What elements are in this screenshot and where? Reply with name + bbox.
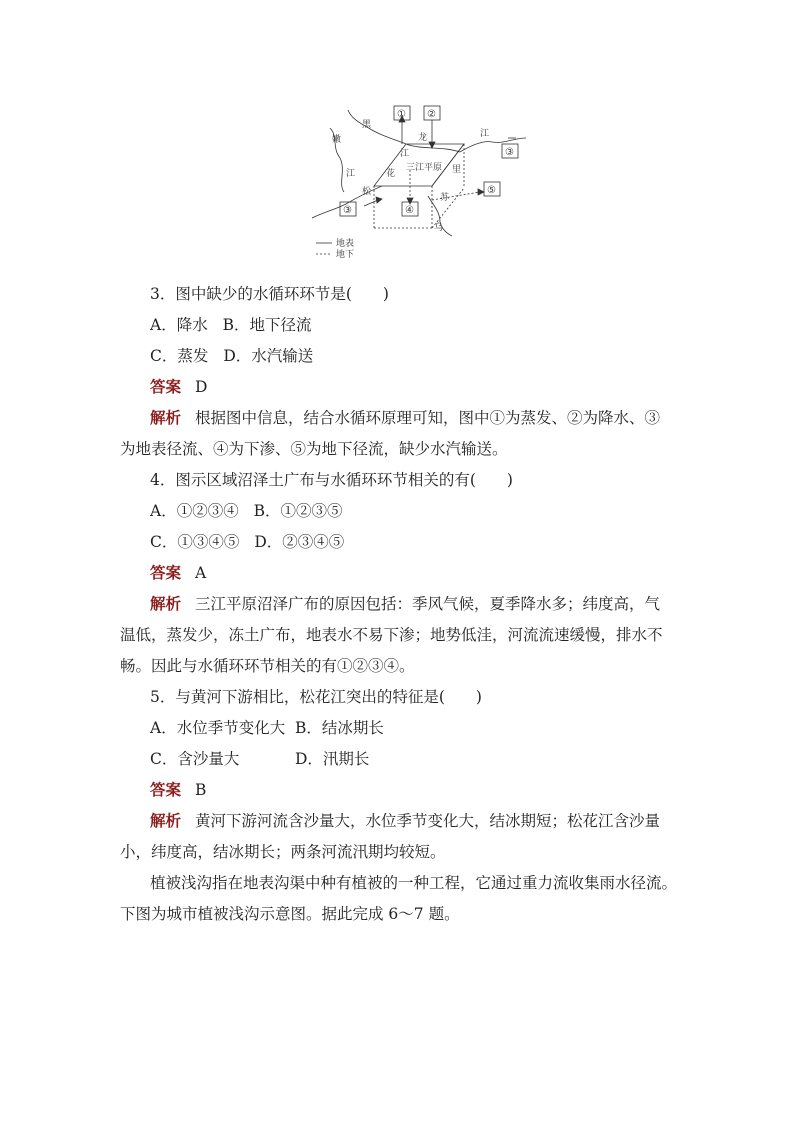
legend-surface: 地表 xyxy=(336,239,355,249)
box-label: ② xyxy=(427,109,436,120)
map-label: 乌 xyxy=(434,223,444,233)
river-line xyxy=(460,138,526,152)
analysis-label: 解析 xyxy=(150,594,182,613)
q5-stem: 5．与黄河下游相比，松花江突出的特征是( ) xyxy=(150,688,482,706)
q5-option-a: A．水位季节变化大 xyxy=(150,719,286,737)
map-label: 松 xyxy=(362,187,372,197)
answer-label: 答案 xyxy=(150,377,182,396)
q3-analysis-line: 为地表径流、④为下渗、⑤为地下径流，缺少水汽输送。 xyxy=(120,440,508,458)
q3-option-a: A．降水 xyxy=(150,316,208,334)
q3-options-cd xyxy=(150,344,313,366)
analysis-text: 三江平原沼泽广布的原因包括：季风气候，夏季降水多；纬度高，气 xyxy=(195,595,661,613)
q3-stem: 3．图中缺少的水循环环节是( ) xyxy=(150,285,389,303)
q5-option-b: B．结冰期长 xyxy=(294,719,384,737)
q4-options-ab xyxy=(150,499,343,521)
q3-option-c: C．蒸发 xyxy=(150,347,209,365)
q4-option-a: A．①②③④ xyxy=(150,502,239,520)
q4-option-d: D．②③④⑤ xyxy=(254,533,345,551)
box-label: ① xyxy=(397,109,406,120)
map-label: 龙 xyxy=(418,133,428,143)
q5-option-d: D．汛期长 xyxy=(294,750,370,768)
q4-answer xyxy=(150,561,206,583)
q4-options-cd xyxy=(150,530,344,552)
analysis-label: 解析 xyxy=(150,408,182,427)
q4-analysis-line: 温低，蒸发少，冻土广布，地表水不易下渗；地势低洼，河流流速缓慢，排水不 xyxy=(120,626,663,644)
intro-paragraph: 下图为城市植被浅沟示意图。据此完成 6～7 题。 xyxy=(120,905,460,923)
answer-value: A xyxy=(195,564,207,582)
answer-label: 答案 xyxy=(150,780,182,799)
map-label: 里 xyxy=(452,165,462,175)
water-cycle-diagram xyxy=(312,100,536,260)
map-label: 三江平原 xyxy=(406,163,443,173)
answer-value: D xyxy=(195,378,208,396)
map-label: 黑 xyxy=(362,120,372,130)
q3-analysis-line xyxy=(150,406,660,428)
q4-option-c: C．①③④⑤ xyxy=(150,533,240,551)
map-label: 苏 xyxy=(440,193,450,203)
q4-analysis-line xyxy=(150,592,660,614)
analysis-text: 黄河下游河流含沙量大，水位季节变化大，结冰期短；松花江含沙量 xyxy=(195,812,661,830)
map-label: 江 xyxy=(400,149,410,159)
analysis-text: 根据图中信息，结合水循环原理可知，图中①为蒸发、②为降水、③ xyxy=(195,409,661,427)
map-label: 花 xyxy=(386,169,396,179)
box-label: ④ xyxy=(405,205,414,216)
analysis-label: 解析 xyxy=(150,811,182,830)
q4-stem: 4．图示区域沼泽土广布与水循环环节相关的有( ) xyxy=(150,471,513,489)
q3-option-b: B．地下径流 xyxy=(222,316,312,334)
legend-underground: 地下 xyxy=(336,250,355,260)
q4-analysis-line: 畅。因此与水循环环节相关的有①②③④。 xyxy=(120,657,415,675)
q3-options-ab xyxy=(150,313,312,335)
q5-answer xyxy=(150,778,206,800)
answer-value: B xyxy=(195,781,207,799)
box-label: ③ xyxy=(343,205,352,216)
q5-analysis-line: 小，纬度高，结冰期长；两条河流汛期均较短。 xyxy=(120,843,446,861)
intro-paragraph: 植被浅沟指在地表沟渠中种有植被的一种工程，它通过重力流收集雨水径流。 xyxy=(150,874,678,892)
q5-analysis-line xyxy=(150,809,660,831)
q5-option-c: C．含沙量大 xyxy=(150,750,240,768)
q3-option-d: D．水汽输送 xyxy=(223,347,314,365)
answer-label: 答案 xyxy=(150,563,182,582)
box-label: ③ xyxy=(505,147,514,158)
box-label: ⑤ xyxy=(487,185,496,196)
q4-option-b: B．①②③⑤ xyxy=(253,502,343,520)
q3-answer xyxy=(150,375,207,397)
q5-options-cd xyxy=(150,747,369,769)
q5-options-ab xyxy=(150,716,384,738)
map-label: 江 xyxy=(346,169,356,179)
map-label: 江 xyxy=(480,129,490,139)
map-label: 嫩 xyxy=(332,135,342,145)
